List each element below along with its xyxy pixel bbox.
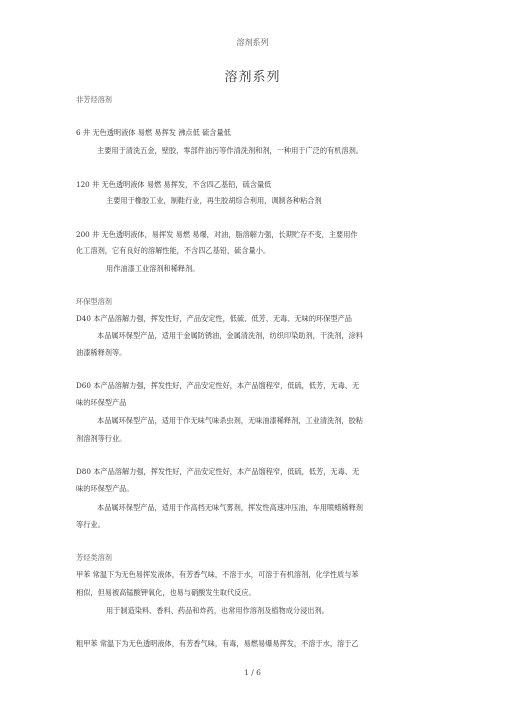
- text-line: 粗甲苯 常温下为无色透明液体，有芳香气味，有毒，易燃易爆易挥发，不溶于水，溶于乙: [76, 639, 359, 648]
- text-line: 本品属环保型产品，适用于作高档无味气雾剂，挥发性高速冲压油，车用喷蜡稀释剂: [97, 503, 363, 512]
- text-line: 6 井 无色透明液体 易燃 易挥发 沸点低 硫含量低: [76, 128, 231, 137]
- text-line: 200 井 无色透明液体，易挥发 易燃 易爆，对油，脂溶解力强，长期贮存不变，主要用作: [76, 230, 358, 239]
- text-line: 等行业。: [76, 520, 105, 529]
- text-line: 相似，但易被高锰酸钾氧化，也易与硝酸发生取代反应。: [76, 588, 256, 597]
- text-line: 油漆稀释剂等。: [76, 348, 127, 357]
- page-header: 溶剂系列: [236, 38, 269, 47]
- text-line: 主要用于橡胶工业，制鞋行业，再生胶胡综合利用，调制各种粘合剂: [106, 196, 322, 205]
- section-heading: 环保型溶剂: [76, 297, 112, 306]
- text-line: 味的环保型产品: [76, 398, 127, 407]
- text-line: D80 本产品溶解力强，挥发性好，产品安定性好，本产品馏程窄，低硫，低芳，无毒、无: [76, 467, 360, 476]
- text-line: D40 本产品溶解力强，挥发性好，产品安定性，低硫、低芳、无毒、无味的环保型产品: [76, 314, 352, 323]
- text-line: 主要用于清洗五金，壁胶，零部件油污等作清洗剂和剂，一种用于广泛的有机溶剂。: [97, 146, 363, 155]
- page-number: 1 / 6: [244, 668, 261, 677]
- document-title: 溶剂系列: [224, 70, 281, 85]
- text-line: 用作油漆工业溶剂和稀释剂。: [106, 264, 200, 273]
- text-line: 味的环保型产品。: [76, 484, 134, 493]
- text-line: 甲苯 常温下为无色易挥发液体，有芳香气味，不溶于水，可溶于有机溶剂，化学性质与苯: [76, 570, 359, 579]
- text-line: 120 井 无色透明液体 易燃 易挥发，不含四乙基铅，硫含量低: [76, 180, 272, 189]
- section-heading: 非芳烃溶剂: [76, 95, 112, 104]
- text-line: 剂溶剂等行业。: [76, 434, 127, 443]
- text-line: 用于制造染料、香料、药品和炸药，也常用作溶剂及植物成分浸出剂。: [106, 606, 329, 615]
- text-line: 化工溶剂，它有良好的溶解性能，不含四乙基铅，硫含量小。: [76, 246, 271, 255]
- text-line: 本品属环保型产品，适用于作无味气味杀虫剂，无味油漆稀释剂，工业清洗剂，胶粘: [97, 416, 363, 425]
- text-line: 本品属环保型产品，适用于金属防锈油，金属清洗剂，纺织印染助剂，干洗剂，涂料: [97, 331, 363, 340]
- text-line: D60 本产品溶解力强，挥发性好，产品安定性好，本产品馏程窄，低硫，低芳，无毒、无: [76, 381, 360, 390]
- section-heading: 芳烃类溶剂: [76, 553, 112, 562]
